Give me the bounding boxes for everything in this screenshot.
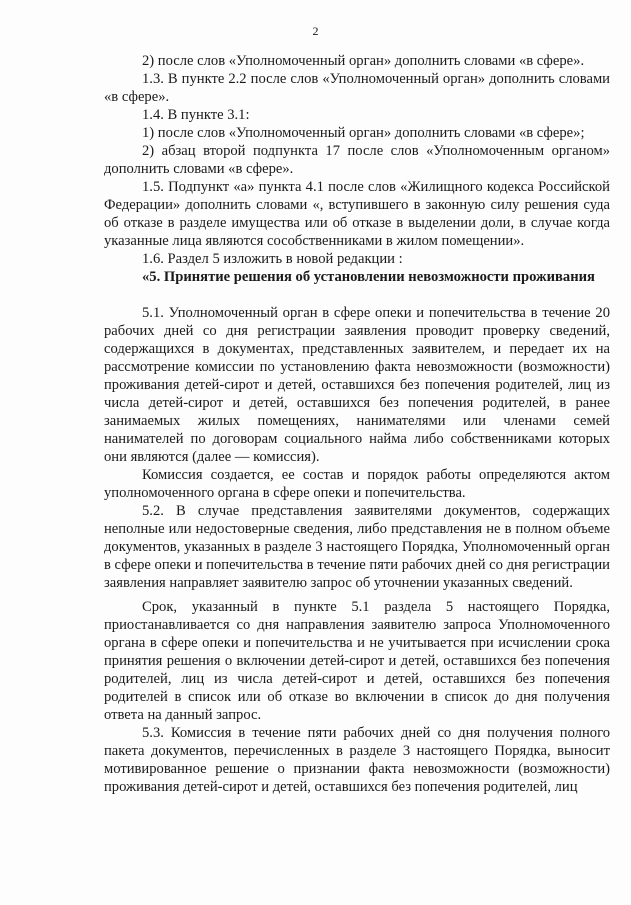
paragraph-1-4: 1.4. В пункте 3.1: — [142, 107, 250, 123]
paragraph-1-4-item-1: 1) после слов «Уполномоченный орган» дополнить словами «в сфере»; — [142, 125, 585, 141]
paragraph-term: Срок, указанный в пункте 5.1 раздела 5 настоящего Порядка, приостанавливается со дня направления заявителю запроса Уполномоченного органа в сфере опеки и попечительства и не учитывается при исчислении срока принятия решения о включении детей-сирот и детей, оставшихся без попечения родителей, лиц из числа детей-сирот и детей, оставшихся без попечения родителей в список или об отказе во включении в список до дня получения ответа на данный запрос. — [104, 599, 610, 723]
page-number: 2 — [312, 24, 319, 38]
paragraph-1-6: 1.6. Раздел 5 изложить в новой редакции : — [142, 251, 403, 267]
paragraph-1-5: 1.5. Подпункт «а» пункта 4.1 после слов «Жилищного кодекса Российской Федерации» дополнить словами «, вступившего в законную силу решения суда об отказе в разделе имущества или об отказе в выделении доли, в случае когда указанные лица являются сособственниками в жилом помещении». — [104, 179, 610, 249]
paragraph-5-2: 5.2. В случае представления заявителями документов, содержащих неполные или недостоверные сведения, либо представления не в полном объеме документов, указанных в разделе 3 настоящего Порядка, Уполномоченный орган в сфере опеки и попечительства в течение пяти рабочих дней со дня регистрации заявления направляет заявителю запрос об уточнении указанных сведений. — [104, 503, 610, 591]
paragraph-amend-2: 2) после слов «Уполномоченный орган» дополнить словами «в сфере». — [142, 53, 585, 69]
section-heading: «5. Принятие решения об установлении невозможности проживания — [142, 269, 595, 285]
paragraph-5-1: 5.1. Уполномоченный орган в сфере опеки и попечительства в течение 20 рабочих дней со дня регистрации заявления проводит проверку сведений, содержащихся в документах, представленных заявителем, и передает их на рассмотрение комиссии по установлению факта невозможности (возможности) проживания детей-сирот и детей, оставшихся без попечения родителей, лиц из числа детей-сирот и детей, оставшихся без попечения родителей, в ранее занимаемых жилых помещениях, нанимателями или членами семей нанимателей по договорам социального найма либо собственниками которых они являются (далее — комиссия). — [104, 305, 610, 465]
spacer — [104, 286, 610, 304]
paragraph-1-3: 1.3. В пункте 2.2 после слов «Уполномоченный орган» дополнить словами «в сфере». — [104, 71, 610, 105]
paragraph-5-3: 5.3. Комиссия в течение пяти рабочих дней со дня получения полного пакета документов, перечисленных в разделе 3 настоящего Порядка, выносит мотивированное решение о признании факта невозможности (возможности) проживания детей-сирот и детей, оставшихся без попечения родителей, лиц — [104, 725, 610, 795]
paragraph-commission: Комиссия создается, ее состав и порядок работы определяются актом уполномоченного органа в сфере опеки и попечительства. — [104, 467, 610, 501]
document-text — [104, 52, 610, 796]
paragraph-1-4-item-2: 2) абзац второй подпункта 17 после слов «Уполномоченным органом» дополнить словами «в сфере». — [104, 143, 610, 177]
